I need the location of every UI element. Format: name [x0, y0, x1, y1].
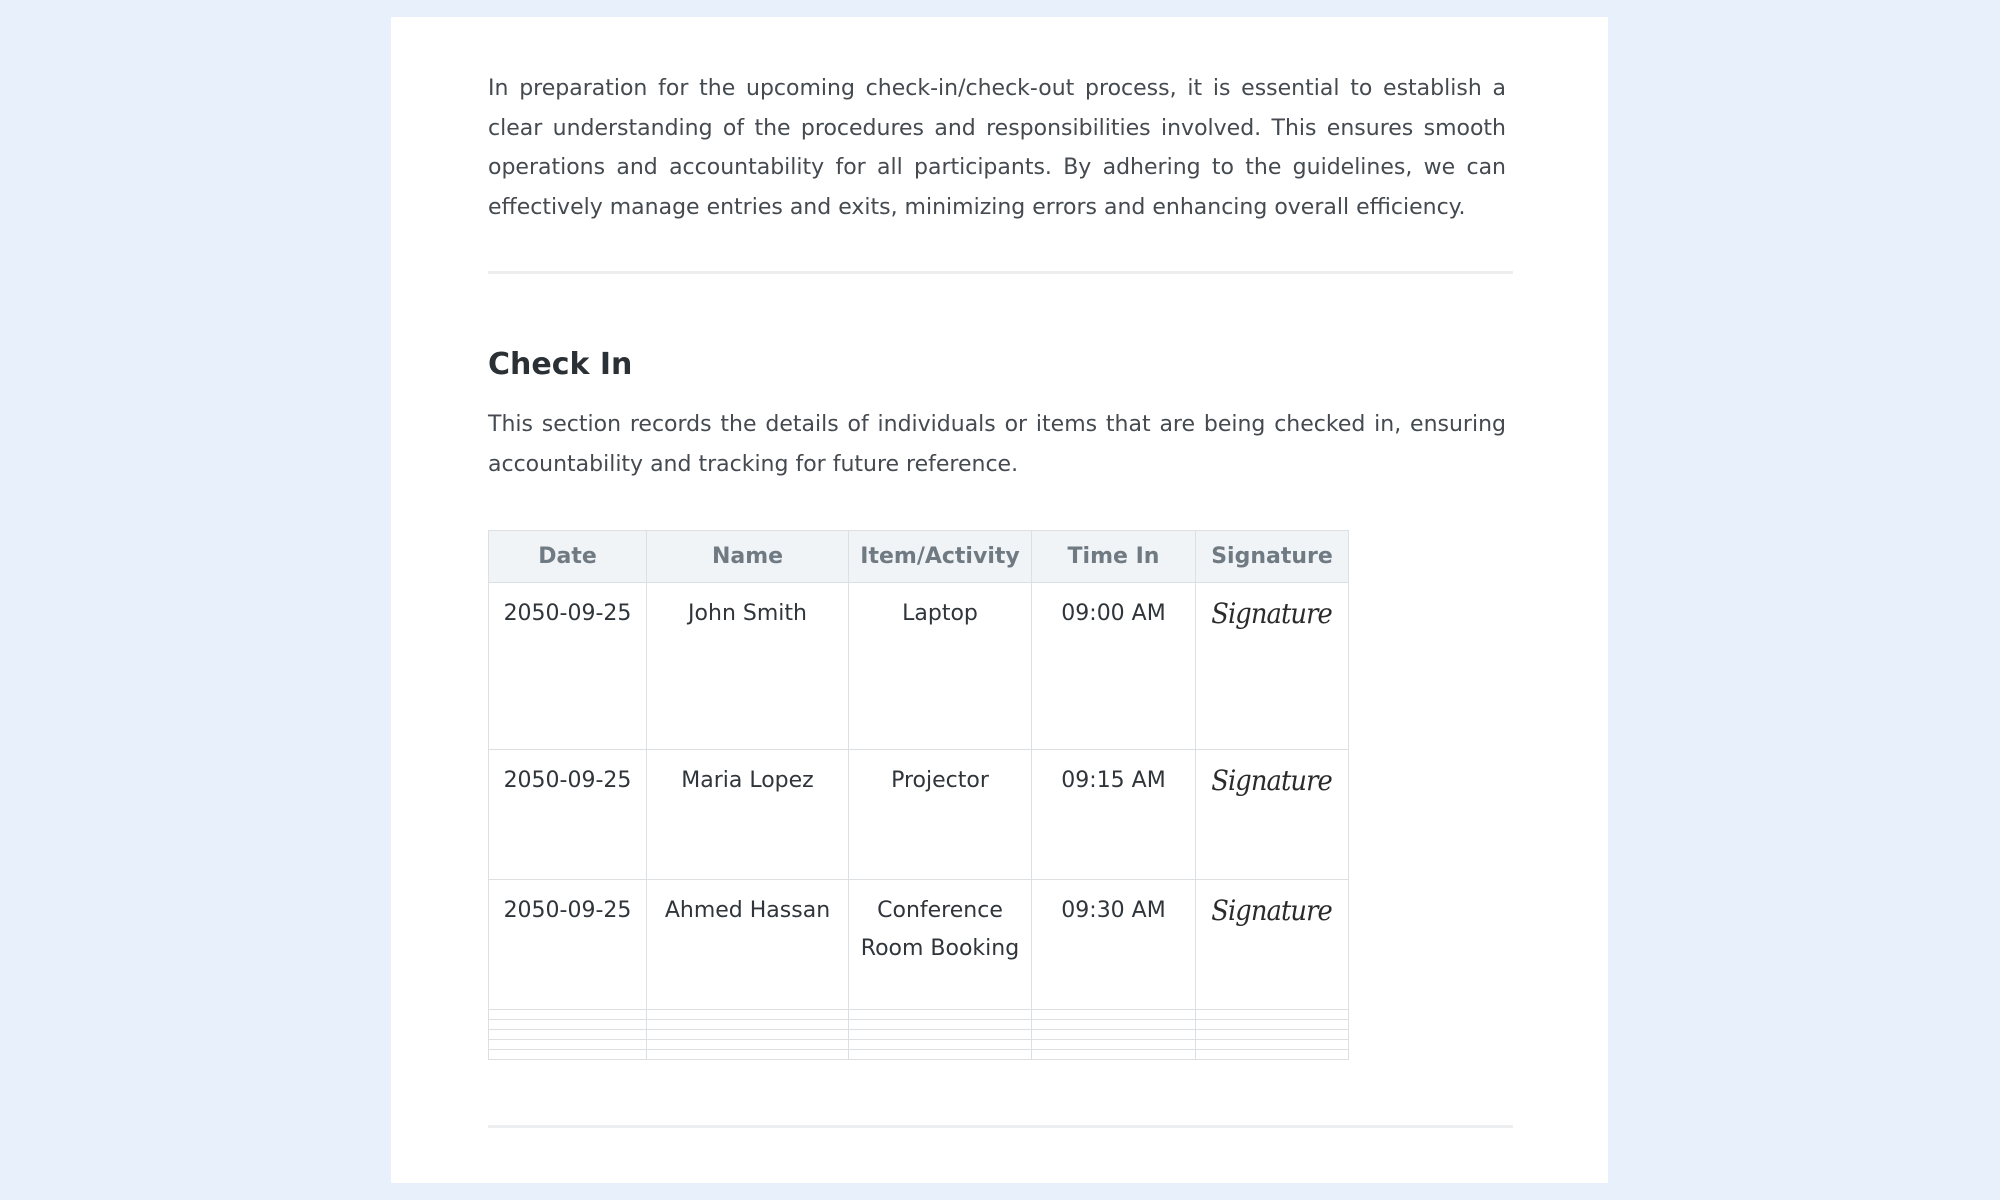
intro-paragraph: In preparation for the upcoming check-in/check-out process, it is essential to establish a clear understanding of the procedures and responsibilities involved. This ensures smooth operations and accountability for all participants. By adhering to the guidelines, we can effectively manage entries and exits, minimizing errors and enhancing overall efficiency. — [488, 76, 1506, 220]
empty-table-row — [489, 1040, 1349, 1050]
empty-cell — [1196, 1020, 1349, 1030]
cell-date: 2050-09-25 — [489, 880, 647, 1010]
empty-cell — [1032, 1010, 1196, 1020]
cell-time-in: 09:00 AM — [1032, 583, 1196, 750]
column-header-date: Date — [489, 531, 647, 583]
cell-time-in: 09:30 AM — [1032, 880, 1196, 1010]
empty-cell — [1196, 1010, 1349, 1020]
column-header-signature: Signature — [1196, 531, 1349, 583]
table-row — [489, 750, 1349, 880]
empty-cell — [1196, 1050, 1349, 1060]
empty-cell — [489, 1030, 647, 1040]
empty-cell — [647, 1010, 849, 1020]
cell-item: Conference Room Booking — [849, 880, 1032, 1010]
cell-date: 2050-09-25 — [489, 583, 647, 750]
cell-time-in: 09:15 AM — [1032, 750, 1196, 880]
table-row — [489, 583, 1349, 750]
column-header-time-in: Time In — [1032, 531, 1196, 583]
empty-cell — [849, 1010, 1032, 1020]
column-header-item: Item/Activity — [849, 531, 1032, 583]
check-in-description: This section records the details of individuals or items that are being checked in, ensuring accountability and tracking for future reference. — [488, 412, 1506, 477]
signature-image: Signature — [1211, 597, 1333, 630]
check-in-title: Check In — [488, 347, 633, 382]
signature-image: Signature — [1211, 764, 1333, 797]
cell-name: Ahmed Hassan — [647, 880, 849, 1010]
table-row — [489, 880, 1349, 1010]
empty-cell — [489, 1020, 647, 1030]
cell-signature — [1196, 583, 1349, 750]
cell-name: John Smith — [647, 583, 849, 750]
column-header-name: Name — [647, 531, 849, 583]
cell-signature — [1196, 880, 1349, 1010]
empty-cell — [489, 1040, 647, 1050]
empty-cell — [849, 1030, 1032, 1040]
empty-cell — [849, 1040, 1032, 1050]
empty-table-row — [489, 1020, 1349, 1030]
empty-cell — [1196, 1040, 1349, 1050]
empty-table-row — [489, 1030, 1349, 1040]
section-divider — [488, 271, 1513, 274]
empty-cell — [647, 1030, 849, 1040]
empty-cell — [1032, 1020, 1196, 1030]
empty-cell — [849, 1050, 1032, 1060]
cell-item: Projector — [849, 750, 1032, 880]
cell-date: 2050-09-25 — [489, 750, 647, 880]
empty-cell — [1196, 1030, 1349, 1040]
signature-image: Signature — [1211, 894, 1333, 927]
empty-cell — [1032, 1030, 1196, 1040]
empty-cell — [489, 1010, 647, 1020]
empty-cell — [489, 1050, 647, 1060]
empty-cell — [1032, 1040, 1196, 1050]
empty-cell — [647, 1050, 849, 1060]
empty-table-row — [489, 1050, 1349, 1060]
check-in-table — [488, 530, 1349, 1060]
empty-cell — [1032, 1050, 1196, 1060]
document-page — [391, 17, 1608, 1183]
table-header-row — [489, 531, 1349, 583]
empty-cell — [849, 1020, 1032, 1030]
cell-signature — [1196, 750, 1349, 880]
section-divider — [488, 1125, 1513, 1128]
empty-cell — [647, 1020, 849, 1030]
empty-cell — [647, 1040, 849, 1050]
cell-name: Maria Lopez — [647, 750, 849, 880]
cell-item: Laptop — [849, 583, 1032, 750]
empty-table-row — [489, 1010, 1349, 1020]
